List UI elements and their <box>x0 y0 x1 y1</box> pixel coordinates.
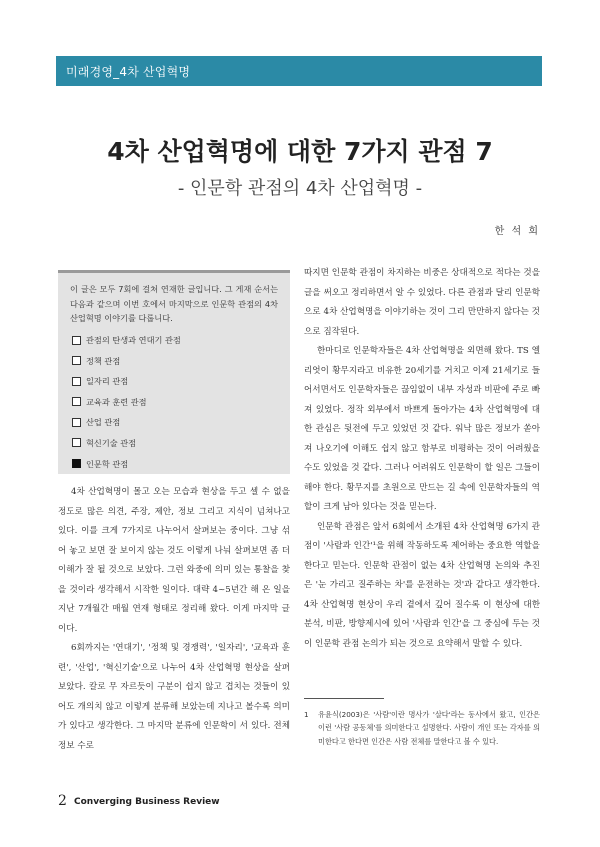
author-name: 한 석 희 <box>494 226 540 237</box>
page-number: 2 <box>58 793 67 809</box>
series-note-intro: 이 글은 모두 7회에 걸쳐 연재한 글입니다. 그 게재 순서는 다음과 같으며 이번 호에서 마지막으로 인문학 관점의 4차 산업혁명 이야기를 다룹니다. <box>70 284 278 323</box>
series-item-label: 인문학 관점 <box>86 458 129 469</box>
checkbox-filled-icon <box>72 459 81 468</box>
series-item-label: 정책 관점 <box>86 355 121 366</box>
series-item <box>72 356 278 365</box>
body-column-right <box>304 264 540 654</box>
series-item-label: 혁신기술 관점 <box>86 437 137 448</box>
series-item <box>72 336 278 345</box>
series-item <box>72 418 278 427</box>
series-item <box>72 377 278 386</box>
footnote-text: 유윤식(2003)은 '사람'이란 명사가 '살다'라는 동사에서 왔고, 인간은 이런 '사람 공동체'를 의미한다고 설명한다. 사람이 개인 또는 각자를 의미한다고 한다면 인간은 사람 전체를 말한다고 볼 수 있다. <box>318 710 540 746</box>
checkbox-empty-icon <box>72 336 81 345</box>
body-paragraph: 따지면 인문학 관점이 차지하는 비중은 상대적으로 적다는 것을 글을 써오고 정리하면서 알 수 있었다. 다른 관점과 달리 인문학으로 4차 산업혁명을 이야기하는 것이 그리 만만하지 않다는 것으로 짐작된다. <box>304 268 540 337</box>
checkbox-empty-icon <box>72 397 81 406</box>
body-column-left <box>58 483 290 756</box>
footnote-divider <box>304 698 384 699</box>
article-title: 4차 산업혁명에 대한 7가지 관점 7 <box>107 137 493 166</box>
series-note-box <box>58 270 290 474</box>
series-item-label: 교육과 훈련 관점 <box>86 396 147 407</box>
series-item-label: 산업 관점 <box>86 417 121 428</box>
footnote <box>304 708 540 748</box>
journal-name: Converging Business Review <box>74 797 220 807</box>
body-paragraph: 한마디로 인문학자들은 4차 산업혁명을 외면해 왔다. TS 엘리엇이 황무지라고 비유한 20세기를 거치고 이제 21세기로 들어서면서도 인문학자들은 끊임없이 내부 자성과 비판에 주로 빠져 있었다. 정작 외부에서 바쁘게 돌아가는 4차 산업혁명에 대한 관심은 뒷전에 두고 있었던 것 같다. 워낙 많은 정보가 쏟아져 나오기에 이해도 쉽지 않고 함부로 비평하는 것이 어려웠을 수도 있었을 것 같다. 그러나 어려워도 인문학이 할 일은 그들이 해야 한다. 황무지를 초원으로 만드는 길 속에 인문학자들의 역할이 크게 남아 있다는 것을 믿는다. <box>304 346 540 512</box>
series-item-label: 관점의 탄생과 연대기 관점 <box>86 335 181 345</box>
footnote-number: 1 <box>304 710 309 719</box>
body-paragraph: 인문학 관점은 앞서 6회에서 소개된 4차 산업혁명 6가지 관점이 '사람과 인간'¹을 위해 작동하도록 제어하는 중요한 역할을 한다고 믿는다. 인문학 관점이 없는 4차 산업혁명 논의와 추진은 '눈 가리고 질주하는 차'를 운전하는 것'과 같다고 생각한다. 4차 산업혁명 현상이 우리 곁에서 깊어 질수록 이 현상에 대한 분석, 비판, 방향제시에 있어 '사람과 인간'을 그 중심에 두는 것이 인문학 관점 논의가 되는 것으로 요약해서 말할 수 있다. <box>304 521 540 649</box>
section-label: 미래경영_4차 산업혁명 <box>66 65 191 79</box>
body-paragraph: 6회까지는 '연대기', '정책 및 경쟁력', '일자리', '교육과 훈련', '산업', '혁신기술'으로 나누어 4차 산업혁명 현상을 살펴보았다. 칼로 무 자르듯이 구분이 쉽지 않고 겹치는 것들이 있어도 개의치 않고 이렇게 분류해 보았는데 지나고 볼수록 의미가 있다고 생각한다. 그 마지막 분류에 인문학이 서 있다. 전체 정보 수로 <box>58 643 290 751</box>
checkbox-empty-icon <box>72 438 81 447</box>
checkbox-empty-icon <box>72 356 81 365</box>
checkbox-empty-icon <box>72 418 81 427</box>
series-item-current <box>72 459 278 468</box>
body-paragraph: 4차 산업혁명이 몰고 오는 모습과 현상을 두고 셀 수 없을 정도로 많은 의견, 주장, 제안, 정보 그리고 지식이 넘쳐나고 있다. 이를 크게 7가지로 나누어서 살펴보는 중이다. 그냥 섞어 놓고 보면 잘 보이지 않는 것도 이렇게 나눠 살펴보면 좀 더 이해가 잘 될 것으로 보았다. 그런 와중에 의미 있는 통찰을 찾을 것이라 생각해서 시작한 일이다. 대략 4~5년간 해 온 일을 지난 7개월간 매월 연재 형태로 정리해 왔다. 이게 마지막 글이다. <box>58 487 290 634</box>
section-header-bar <box>56 56 542 86</box>
checkbox-empty-icon <box>72 377 81 386</box>
series-item <box>72 438 278 447</box>
article-subtitle: - 인문학 관점의 4차 산업혁명 - <box>177 178 423 199</box>
series-item-label: 일자리 관점 <box>86 376 129 387</box>
series-item <box>72 397 278 406</box>
series-list <box>70 336 278 469</box>
